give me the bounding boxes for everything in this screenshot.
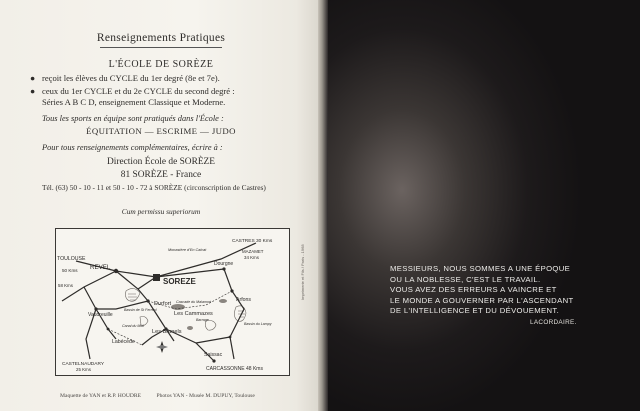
bullet-text: ceux du 1er CYCLE et du 2e CYCLE du second degré : (42, 86, 235, 96)
bullet-dot-icon: ● (30, 73, 36, 83)
map-label-soreze: SOREZE (163, 277, 196, 286)
sports-list: ÉQUITATION — ESCRIME — JUDO (86, 126, 236, 136)
printer-note: Imprimerie et Fils / Paris - 1968 (300, 244, 305, 300)
permissu-note: Cum permissu superiorum (121, 207, 201, 216)
map-labels (57, 238, 273, 372)
map-label-bassin: Bassin de St Ferréol (124, 308, 157, 312)
map-label-lampy: Bassin du Lampy (244, 322, 272, 326)
quote-line: VOUS AVEZ DES ERREURS A VAINCRE ET (390, 285, 557, 295)
map-label-mazamet-dist: 34 Kms (244, 255, 259, 260)
map-label-toulouse: TOULOUSE (57, 256, 86, 262)
map-label-dourgne: Dourgne (214, 261, 234, 267)
map-label-barrage: Barrage (196, 318, 209, 322)
map-label-cascade: Cascade du Malamort (176, 300, 212, 304)
map-label-vaudreuille: Vaudreuille (88, 312, 113, 318)
map-label-west-dist: 58 Kms (58, 283, 73, 288)
map-label-monastere: Monastère d'En Calcat (168, 248, 207, 252)
address-line-2: 81 SORÈZE - France (120, 170, 202, 180)
sports-intro: Tous les sports en équipe sont pratiqués dans l'École : (42, 114, 224, 123)
map-label-carcassonne: CARCASSONNE 48 Kms (206, 366, 263, 372)
page-heading: Renseignements Pratiques (96, 32, 226, 44)
map-label-toulouse-dist: 50 Kms (62, 268, 78, 273)
quote-author: LACORDAIRE. (530, 319, 577, 326)
map-label-castres: CASTRES 30 Kms (232, 239, 273, 244)
heading-underline (100, 47, 222, 48)
bullet-text: reçoit les élèves du CYCLE du 1er degré (8e et 7e). (42, 73, 220, 83)
map-label-brunels: Les Brunels (152, 329, 182, 335)
map-drawing (56, 229, 289, 375)
phone-line: Tél. (63) 50 - 10 - 11 et 50 - 10 - 72 à SORÈZE (circonscription de Castres) (42, 183, 266, 192)
map-label-saissac: Saissac (204, 352, 223, 358)
map-label-castelnaudary-dist: 25 Kms (76, 367, 91, 372)
quote-line: DE L'INTELLIGENCE ET DU DÉVOUEMENT. (390, 306, 560, 316)
address-line-1: Direction École de SORÈZE (106, 157, 216, 167)
bullet-dot-icon: ● (30, 86, 36, 96)
map-label-canal: Canal du Midi (122, 324, 144, 328)
bullet-item (30, 86, 235, 96)
map-label-mazamet: MAZAMET (242, 249, 264, 254)
map-label-arfons: Arfons (236, 297, 251, 303)
credit-photos: Photos YAN - Musée M. DUPUY, Toulouse (156, 393, 255, 399)
map-label-durfort: Durfort (154, 301, 172, 307)
map-label-castelnaudary: CASTELNAUDARY (62, 362, 105, 367)
page-gutter (318, 0, 328, 411)
map-label-labecede: Labécède (112, 339, 135, 345)
credits-line (60, 393, 269, 399)
quote-line: OU LA NOBLESSE, C'EST LE TRAVAIL. (390, 274, 541, 284)
quote-line: MESSIEURS, NOUS SOMMES A UNE ÉPOQUE (390, 264, 571, 273)
bullet-continuation: Séries A B C D, enseignement Classique et Moderne. (42, 97, 226, 107)
school-title: L'ÉCOLE DE SORÈZE (108, 59, 214, 70)
compass-icon (156, 341, 168, 353)
map-label-revel: REVEL (90, 264, 111, 271)
right-page (322, 0, 640, 411)
bullet-item (30, 73, 220, 83)
quote-block (390, 264, 620, 317)
quote-line: LE MONDE A GOUVERNER PAR L'ASCENDANT (390, 295, 574, 305)
map-label-cammazes: Les Cammazes (174, 311, 213, 317)
credit-maquette: Maquette de YAN et R.P. HOUDRE (60, 393, 142, 399)
location-map (55, 228, 290, 376)
contact-intro: Pour tous renseignements complémentaires, écrire à : (42, 143, 223, 152)
